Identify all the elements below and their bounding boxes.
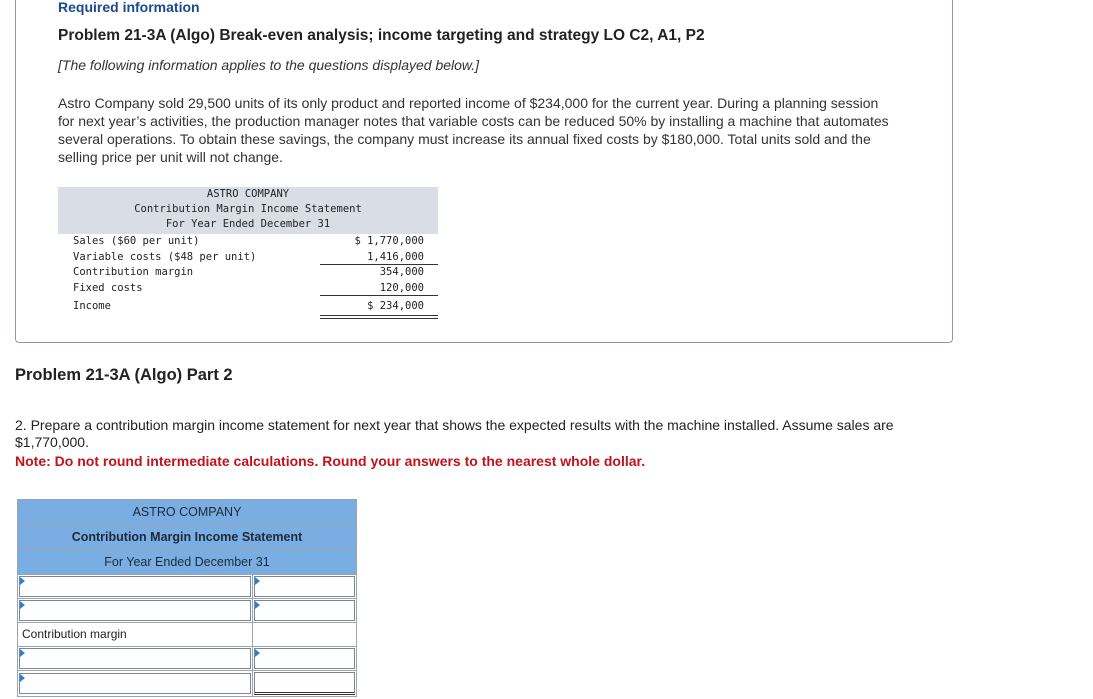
- statement-row-contribution-margin: [58, 265, 438, 281]
- current-income-statement: [58, 187, 438, 315]
- answer-table: [17, 499, 357, 697]
- contribution-margin-label: Contribution margin: [22, 627, 127, 641]
- row-label: Contribution margin: [73, 266, 194, 278]
- row-value: $ 1,770,000: [354, 235, 424, 247]
- problem-title: Problem 21-3A (Algo) Break-even analysis; income targeting and strategy LO C2, A1, P2: [58, 27, 705, 44]
- input-indicator-icon: [255, 601, 260, 609]
- answer-amount-cell: [253, 647, 357, 671]
- answer-amount-cell: [253, 623, 357, 647]
- statement-row-fixed-costs: [58, 281, 438, 297]
- answer-header-period-row: [18, 550, 357, 575]
- answer-amount-cell: [253, 599, 357, 623]
- answer-label-cell: [18, 623, 253, 647]
- row-label: Income: [73, 300, 111, 312]
- answer-amount-cell: [253, 575, 357, 599]
- answer-label-cell: [18, 647, 253, 671]
- answer-row-1: [18, 575, 357, 599]
- row-label: Fixed costs: [73, 281, 143, 294]
- applies-note: [The following information applies to the questions displayed below.]: [58, 57, 480, 73]
- dropdown-indicator-icon: [20, 674, 25, 682]
- answer-amount-cell: [253, 671, 357, 697]
- answer-row-3: [18, 647, 357, 671]
- answer-label-dropdown-3[interactable]: [19, 648, 251, 669]
- answer-label-dropdown-4[interactable]: [19, 673, 251, 694]
- answer-header-company-row: [18, 500, 357, 525]
- row-value: 354,000: [379, 266, 424, 278]
- input-indicator-icon: [255, 577, 260, 585]
- dropdown-indicator-icon: [20, 577, 25, 585]
- statement-row-sales: [58, 234, 438, 250]
- answer-company: ASTRO COMPANY: [18, 500, 357, 525]
- dropdown-indicator-icon: [20, 601, 25, 609]
- rounding-note: Note: Do not round intermediate calculations. Round your answers to the nearest whole dollar.: [15, 453, 646, 469]
- row-label: Variable costs ($48 per unit): [73, 250, 257, 263]
- answer-label-cell: [18, 671, 253, 697]
- double-underline: [320, 315, 438, 319]
- part-title: Problem 21-3A (Algo) Part 2: [15, 366, 233, 384]
- scenario-text: Astro Company sold 29,500 units of its only product and reported income of $234,000 for the current year. During a planning session for next year’s activities, the production manager notes that variable costs can be reduced 50% by installing a machine that automates several operations. To obtain these savings, the company must increase its annual fixed costs by $180,000. Total units sold and the selling price per unit will not change.: [58, 95, 889, 165]
- answer-label-dropdown-1[interactable]: [19, 576, 251, 597]
- statement-title: Contribution Margin Income Statement: [134, 203, 362, 215]
- answer-row-contribution-margin: [18, 623, 357, 647]
- row-value: 1,416,000: [367, 250, 424, 263]
- answer-label-dropdown-2[interactable]: [19, 600, 251, 621]
- underline: [320, 295, 438, 296]
- answer-label-cell: [18, 575, 253, 599]
- answer-title: Contribution Margin Income Statement: [18, 525, 357, 550]
- answer-amount-input-4[interactable]: [254, 672, 355, 695]
- statement-period: For Year Ended December 31: [165, 218, 331, 230]
- question-text: 2. Prepare a contribution margin income statement for next year that shows the expected results with the machine installed. Assume sales are $1,770,000.: [15, 417, 894, 450]
- answer-label-cell: [18, 599, 253, 623]
- answer-amount-input-2[interactable]: [254, 600, 355, 621]
- answer-header-title-row: [18, 525, 357, 550]
- answer-amount-input-3[interactable]: [254, 648, 355, 669]
- answer-period: For Year Ended December 31: [18, 550, 357, 575]
- row-value: 120,000: [379, 281, 424, 294]
- statement-row-variable-costs: [58, 250, 438, 266]
- statement-company: ASTRO COMPANY: [206, 188, 290, 200]
- answer-amount-input-1[interactable]: [254, 576, 355, 597]
- statement-row-income: [58, 299, 438, 315]
- statement-header: [58, 187, 438, 234]
- required-info-heading: Required information: [58, 0, 200, 15]
- row-value: $ 234,000: [367, 300, 424, 312]
- row-label: Sales ($60 per unit): [73, 235, 200, 247]
- answer-row-4: [18, 671, 357, 697]
- input-indicator-icon: [255, 649, 260, 657]
- answer-row-2: [18, 599, 357, 623]
- dropdown-indicator-icon: [20, 649, 25, 657]
